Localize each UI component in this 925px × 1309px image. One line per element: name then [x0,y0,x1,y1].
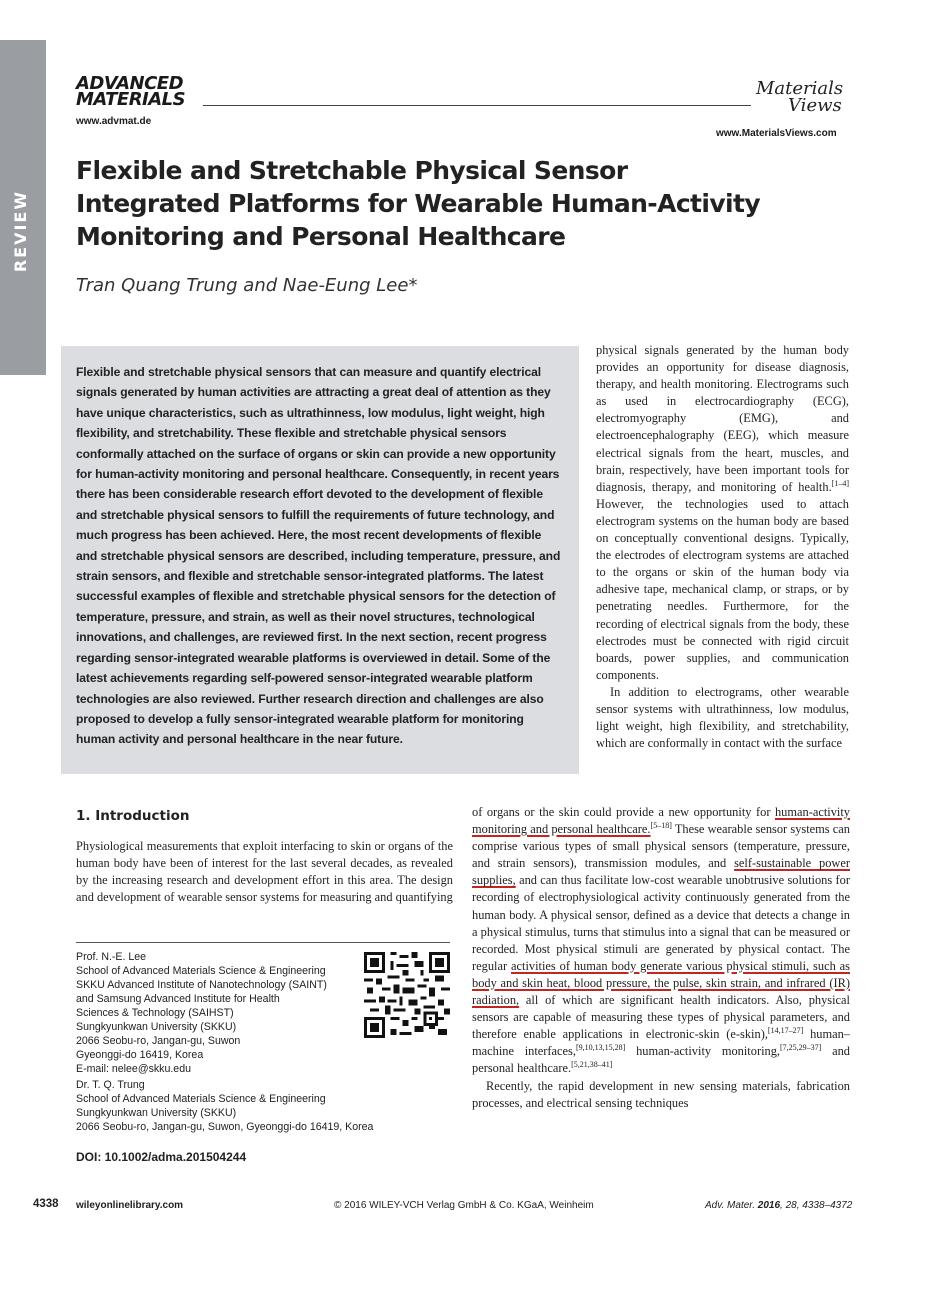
journal-logo [76,73,186,110]
paragraph: physical signals generated by the human body provides an opportunity for disease diagnosis, therapy, and health monitoring. Electrograms such as used in electrocardiography (ECG), electromyography (EMG), and electroencephalography (EEG), which measure electrical signals from the heart, muscles, and brain, respectively, have been important tools for diagnosis, therapy, and monitoring of health.[1–4] However, the technologies used to attach electrogram systems on the human body are based on conceptually conventional designs. Typically, the electrodes of electrogram systems are attached to the organs or skin of the human body via adhesive tape, mechanical clamp, or straps, or by penetrating needles. Furthermore, for the recording of electrical signals from the body, these electrodes must be connected with rigid circuit boards, power supplies, and communication components. [596,343,849,682]
header-divider [203,105,751,106]
footer-citation: Adv. Mater. 2016, 28, 4338–4372 [705,1200,853,1211]
journal-url[interactable]: www.advmat.de [76,116,152,127]
highlight-underline: self-sustainable power supplies, [472,856,850,888]
paragraph: of organs or the skin could provide a new opportunity for human-activity monitoring and personal healthcare.[5–18] These wearable sensor systems can comprise various types of small physical sensors (temperature, pressure, and strain sensors), transmission modules, and self-sustainable power supplies, and can thus facilitate low-cost wearable unobtrusive solutions for recording of electrophysiological activity continuously generated from the human body. A physical sensor, defined as a device that detects a change in a physical stimulus, turns that stimulus into a signal that can be measured or recorded. Most physical stimuli are generated by physical contact. The regular activities of human body generate various physical stimuli, such as body and skin heat, blood pressure, the pulse, skin strain, and infrared (IR) radiation, all of which are significant health indicators. Also, physical sensors are capable of measuring these types of physical parameters, and therefore enable applications in electronic-skin (e-skin),[14,17–27] human–machine interfaces,[9,10,13,15,28] human-activity monitoring,[7,25,29–37] and personal healthcare.[5,21,38–41] [472,805,851,1076]
paragraph: In addition to electrograms, other wearable sensor systems with ultrathinness, low modulus, light weight, high flexibility, and stretchability, which are conformally in contact with the surface [596,684,849,751]
publisher-logo-line1: Materials [756,78,844,99]
citation-ref[interactable]: [7,25,29–37] [780,1043,822,1053]
affiliation-2 [76,1078,456,1134]
citation-ref[interactable]: [1–4] [831,478,849,488]
aff-line: and Samsung Advanced Institute for Health [76,993,280,1005]
aff-line: 2066 Seobu-ro, Jangan-gu, Suwon, Gyeonggi-do 16419, Korea [76,1121,374,1133]
aff-line: Sciences & Technology (SAIHST) [76,1007,234,1019]
doi[interactable]: DOI: 10.1002/adma.201504244 [76,1150,247,1164]
article-title: Flexible and Stretchable Physical Sensor Integrated Platforms for Wearable Human-Activity Monitoring and Personal Healthcare [76,156,761,251]
aff-line: School of Advanced Materials Science & Engineering [76,965,326,977]
aff-line: 2066 Seobu-ro, Jangan-gu, Suwon [76,1035,241,1047]
side-tab [0,40,46,375]
publisher-logo [756,80,852,124]
affiliation-1 [76,950,366,1076]
abstract-box [61,346,579,774]
page-number: 4338 [33,1198,59,1210]
publisher-url[interactable]: www.MaterialsViews.com [716,128,837,139]
publisher-logo-line2: Views [788,95,842,116]
journal-logo-line2: MATERIALS [76,89,186,110]
aff-line: Sungkyunkwan University (SKKU) [76,1021,237,1033]
right-column-top [596,342,849,752]
paragraph: Physiological measurements that exploit interfacing to skin or organs of the human body have been of interest for the last several decades, as revealed by the increasing research and development effort in this area. The design and development of wearable sensor systems for measuring and quantifying [76,839,453,905]
section-heading: 1. Introduction [76,808,190,824]
aff-line: Sungkyunkwan University (SKKU) [76,1107,237,1119]
aff-line: Gyeonggi-do 16419, Korea [76,1049,204,1061]
side-tab-label: REVIEW [11,190,30,273]
paragraph: Recently, the rapid development in new sensing materials, fabrication processes, and electrical sensing techniques [472,1078,850,1110]
aff-line: Prof. N.-E. Lee [76,951,147,963]
right-column-bottom [472,804,850,1112]
aff-line: SKKU Advanced Institute of Nanotechnology (SAINT) [76,979,327,991]
highlight-underline: activities of human body generate various physical stimuli, such as body and skin heat, blood pressure, the pulse, skin strain, and infrared (IR) radiation, [472,958,851,1008]
journal-logo-line1: ADVANCED [76,73,184,94]
abstract-text: Flexible and stretchable physical sensors that can measure and quantify electrical signals generated by human activities are attracting a great deal of attention as they have unique characteristics, such as ultrathinness, low modulus, light weight, high flexibility, and stretchability. These flexible and stretchable physical sensors conformally attached on the surface of organs or skin can provide a new opportunity for human-activity monitoring and personal healthcare. Consequently, in recent years there has been considerable research effort devoted to the development of flexible and stretchable physical sensors to fulfill the requirements of future technology, and much progress has been achieved. Here, the most recent developments of flexible and stretchable physical sensors are described, including temperature, pressure, and strain sensors, and flexible and stretchable sensor-integrated platforms. The latest successful examples of flexible and stretchable physical sensors for the detection of temperature, pressure, and strain, as well as their novel structures, technological innovations, and challenges, are reviewed first. In the next section, recent progress regarding sensor-integrated wearable platforms is overviewed in detail. Some of the latest achievements regarding self-powered sensor-integrated wearable platform technologies are also reviewed. Further research direction and challenges are also proposed to develop a fully sensor-integrated wearable platform for monitoring human activity and personal healthcare in the near future. [76,365,561,747]
affiliation-divider [76,942,450,943]
email-link[interactable]: E-mail: nelee@skku.edu [76,1063,191,1075]
footer-site[interactable]: wileyonlinelibrary.com [76,1200,184,1211]
citation-ref[interactable]: [5–18] [650,820,672,830]
citation-ref[interactable]: [5,21,38–41] [571,1060,613,1070]
highlight-underline: human-activity monitoring and personal healthcare. [472,805,850,837]
qr-code[interactable] [364,952,450,1038]
citation-ref[interactable]: [9,10,13,15,28] [575,1043,626,1053]
article-authors: Tran Quang Trung and Nae-Eung Lee* [76,275,418,296]
aff-line: School of Advanced Materials Science & Engineering [76,1093,326,1105]
footer-copyright: © 2016 WILEY-VCH Verlag GmbH & Co. KGaA, Weinheim [334,1200,594,1211]
citation-ref[interactable]: [14,17–27] [767,1026,804,1036]
left-column [76,838,453,906]
aff-line: Dr. T. Q. Trung [76,1079,145,1091]
